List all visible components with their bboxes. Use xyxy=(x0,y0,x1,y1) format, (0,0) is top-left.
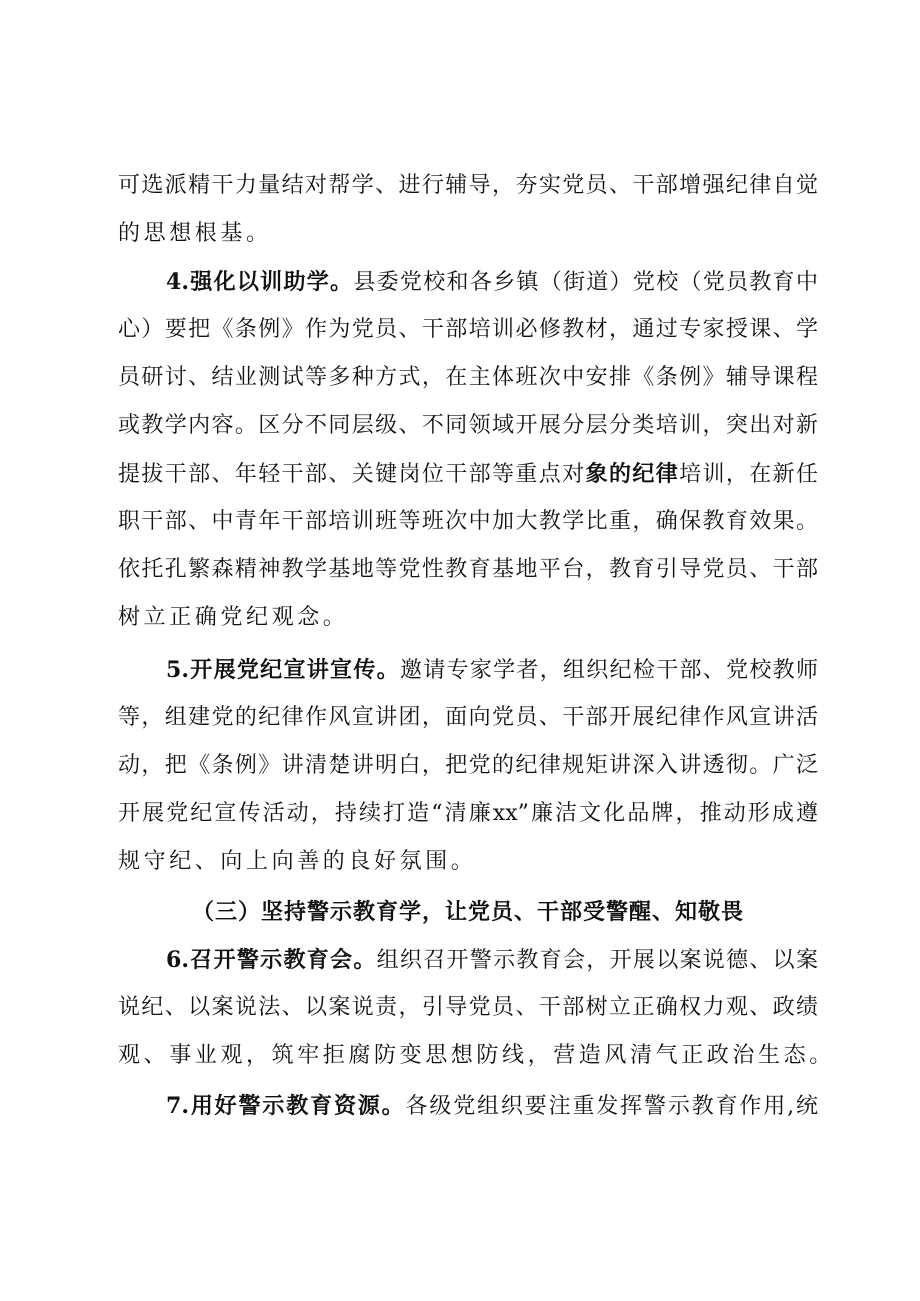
item-text: 组织召开警示教育会，开展以案说德、以案 xyxy=(376,948,818,973)
text-line-mixed xyxy=(118,460,818,489)
text-line: 开展党纪宣传活动，持续打造“清廉xx”廉洁文化品牌，推动形成遵 xyxy=(118,801,818,826)
item-heading: .召开警示教育会。 xyxy=(181,947,377,973)
item-heading: .开展党纪宣讲宣传。 xyxy=(181,657,400,683)
item-text: 各级党组织要注重发挥警示教育作用,统 xyxy=(405,1094,818,1119)
text-line: 依托孔繁森精神教学基地等党性教育基地平台，教育引导党员、干部 xyxy=(118,557,818,582)
paragraph-5-first-line xyxy=(118,656,818,685)
text-line: 等，组建党的纪律作风宣讲团，面向党员、干部开展纪律作风宣讲活 xyxy=(118,705,818,730)
text-line: 或教学内容。区分不同层级、不同领域开展分层分类培训，突出对新 xyxy=(118,413,818,438)
paragraph-7-first-line xyxy=(118,1092,818,1121)
text-line: 说纪、以案说法、以案说责，引导党员、干部树立正确权力观、政绩 xyxy=(118,995,818,1020)
text-fragment: 提拔干部、年轻干部、关键岗位干部等重点对 xyxy=(118,462,586,487)
item-heading: .强化以训助学。 xyxy=(181,269,354,295)
text-line: 树立正确党纪观念。 xyxy=(118,605,349,630)
item-number: 6 xyxy=(166,947,182,973)
item-heading: .用好警示教育资源。 xyxy=(181,1093,406,1119)
item-text: 邀请专家学者，组织纪检干部、党校教师 xyxy=(399,658,818,683)
item-number: 7 xyxy=(166,1093,182,1119)
text-line: 员研讨、结业测试等多种方式，在主体班次中安排《条例》辅导课程 xyxy=(118,365,818,390)
paragraph-6-first-line xyxy=(118,946,818,975)
text-line: 职干部、中青年干部培训班等班次中加大教学比重，确保教育效果。 xyxy=(118,509,818,534)
text-line: 的思想根基。 xyxy=(118,221,272,246)
text-line: 观、事业观，筑牢拒腐防变思想防线，营造风清气正政治生态。 xyxy=(118,1043,835,1068)
item-number: 4 xyxy=(166,269,182,295)
text-line: 心）要把《条例》作为党员、干部培训必修教材，通过专家授课、学 xyxy=(118,317,818,342)
bold-fragment: 象的纪律 xyxy=(585,461,680,487)
text-line: 可选派精干力量结对帮学、进行辅导，夯实党员、干部增强纪律自觉 xyxy=(118,173,818,198)
item-number: 5 xyxy=(166,657,182,683)
text-fragment: 培训，在新任 xyxy=(679,462,818,487)
text-line: 规守纪、向上向善的良好氛围。 xyxy=(118,849,477,874)
item-text: 县委党校和各乡镇（街道）党校（党员教育中 xyxy=(353,270,818,295)
section-heading: （三）坚持警示教育学，让党员、干部受警醒、知敬畏 xyxy=(191,899,744,925)
paragraph-4-first-line xyxy=(118,268,818,297)
text-line: 动，把《条例》讲清楚讲明白，把党的纪律规矩讲深入讲透彻。广泛 xyxy=(118,753,818,778)
